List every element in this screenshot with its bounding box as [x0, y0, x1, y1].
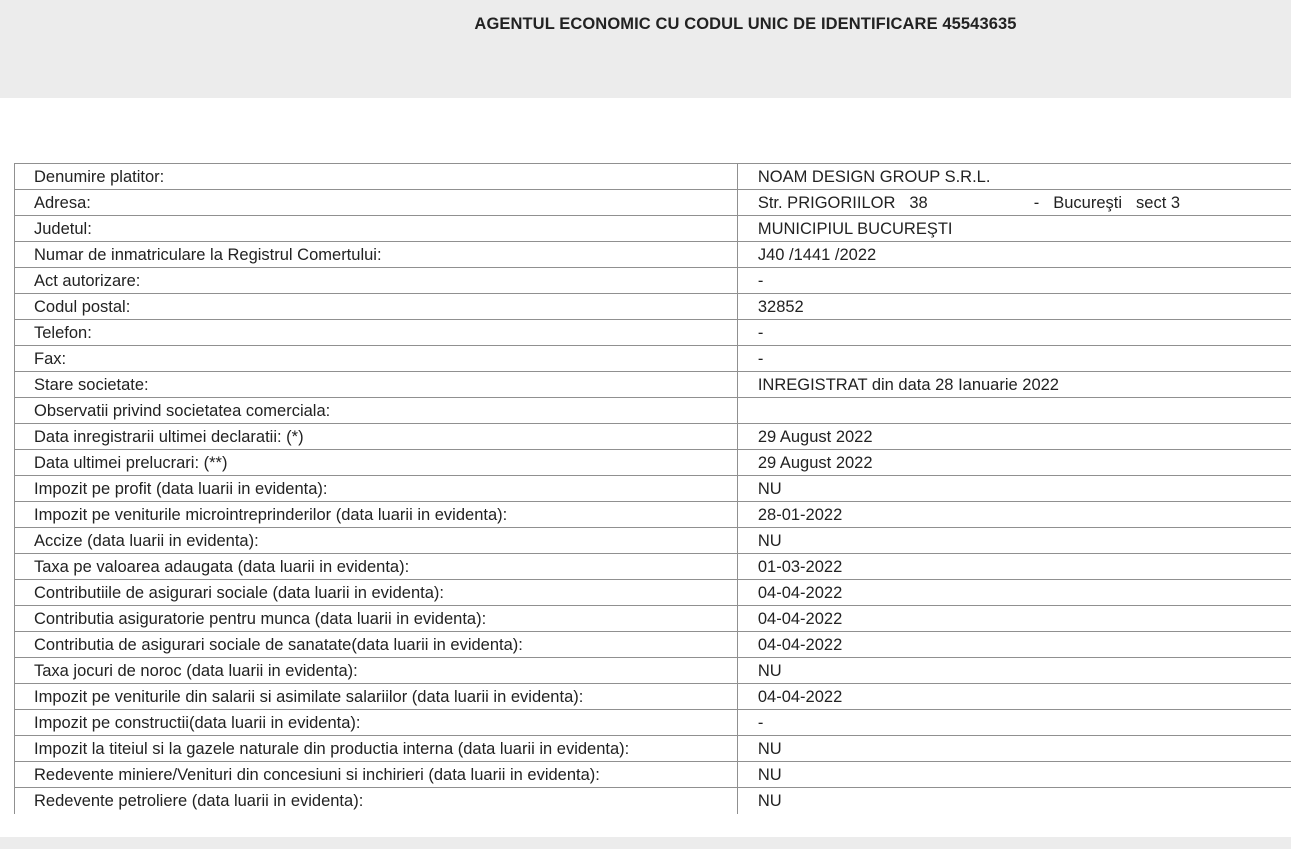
table-row — [15, 372, 1291, 398]
table-row — [15, 424, 1291, 450]
row-label: Fax: — [15, 346, 738, 372]
address-street: Str. PRIGORIILOR — [757, 193, 896, 212]
table-row — [15, 346, 1291, 372]
page-title: AGENTUL ECONOMIC CU CODUL UNIC DE IDENTIFICARE 45543635 — [474, 15, 1017, 33]
row-label: Telefon: — [15, 320, 738, 346]
row-value: 04-04-2022 — [737, 606, 1291, 632]
row-value: INREGISTRAT din data 28 Ianuarie 2022 — [737, 372, 1291, 398]
row-label: Redevente petroliere (data luarii in evidenta): — [15, 788, 738, 814]
row-label: Accize (data luarii in evidenta): — [15, 528, 738, 554]
row-label: Judetul: — [15, 216, 738, 242]
table-row — [15, 190, 1291, 216]
row-label: Data inregistrarii ultimei declaratii: (*) — [15, 424, 738, 450]
company-info-table — [14, 163, 1291, 814]
table-row — [15, 762, 1291, 788]
header-banner — [0, 0, 1291, 98]
row-label: Impozit pe veniturile microintreprinderilor (data luarii in evidenta): — [15, 502, 738, 528]
table-row — [15, 606, 1291, 632]
table-row — [15, 216, 1291, 242]
row-label: Act autorizare: — [15, 268, 738, 294]
row-label: Adresa: — [15, 190, 738, 216]
row-label: Stare societate: — [15, 372, 738, 398]
row-value: NU — [737, 736, 1291, 762]
row-label: Taxa jocuri de noroc (data luarii in evidenta): — [15, 658, 738, 684]
table-row — [15, 554, 1291, 580]
row-value: - — [737, 268, 1291, 294]
table-row — [15, 736, 1291, 762]
row-value: NU — [737, 658, 1291, 684]
row-value: 29 August 2022 — [737, 424, 1291, 450]
table-row — [15, 320, 1291, 346]
table-row — [15, 294, 1291, 320]
row-label: Data ultimei prelucrari: (**) — [15, 450, 738, 476]
row-label: Impozit pe constructii(data luarii in evidenta): — [15, 710, 738, 736]
row-value — [737, 398, 1291, 424]
row-label: Redevente miniere/Venituri din concesiuni si inchirieri (data luarii in evidenta): — [15, 762, 738, 788]
row-value: 04-04-2022 — [737, 580, 1291, 606]
row-value: NU — [737, 476, 1291, 502]
row-value: NU — [737, 528, 1291, 554]
row-value: 28-01-2022 — [737, 502, 1291, 528]
row-label: Impozit pe profit (data luarii in evidenta): — [15, 476, 738, 502]
table-row — [15, 242, 1291, 268]
row-label: Codul postal: — [15, 294, 738, 320]
table-row — [15, 684, 1291, 710]
row-label: Impozit la titeiul si la gazele naturale din productia interna (data luarii in evidenta): — [15, 736, 738, 762]
table-row — [15, 450, 1291, 476]
address-sector: sect 3 — [1136, 193, 1181, 212]
row-value: MUNICIPIUL BUCUREŞTI — [737, 216, 1291, 242]
address-dash: - — [1033, 193, 1040, 212]
row-label: Contributiile de asigurari sociale (data luarii in evidenta): — [15, 580, 738, 606]
row-value: NU — [737, 788, 1291, 814]
row-value: 04-04-2022 — [737, 684, 1291, 710]
row-value: J40 /1441 /2022 — [737, 242, 1291, 268]
table-row — [15, 398, 1291, 424]
row-value: 32852 — [737, 294, 1291, 320]
row-value: 04-04-2022 — [737, 632, 1291, 658]
row-label: Numar de inmatriculare la Registrul Comertului: — [15, 242, 738, 268]
row-label: Taxa pe valoarea adaugata (data luarii in evidenta): — [15, 554, 738, 580]
address-value — [737, 190, 1291, 216]
row-value: NOAM DESIGN GROUP S.R.L. — [737, 164, 1291, 190]
footer-strip — [0, 837, 1291, 849]
row-label: Contributia de asigurari sociale de sanatate(data luarii in evidenta): — [15, 632, 738, 658]
table-row — [15, 788, 1291, 814]
table-row — [15, 268, 1291, 294]
row-value: 01-03-2022 — [737, 554, 1291, 580]
table-row — [15, 502, 1291, 528]
row-value: - — [737, 710, 1291, 736]
table-row — [15, 632, 1291, 658]
table-row — [15, 710, 1291, 736]
row-label: Observatii privind societatea comerciala: — [15, 398, 738, 424]
row-value: NU — [737, 762, 1291, 788]
row-label: Denumire platitor: — [15, 164, 738, 190]
address-city: Bucureşti — [1053, 193, 1123, 212]
table-row — [15, 580, 1291, 606]
row-value: - — [737, 346, 1291, 372]
row-label: Impozit pe veniturile din salarii si asimilate salariilor (data luarii in evidenta): — [15, 684, 738, 710]
table-row — [15, 164, 1291, 190]
table-row — [15, 528, 1291, 554]
row-value: 29 August 2022 — [737, 450, 1291, 476]
table-row — [15, 658, 1291, 684]
address-number: 38 — [909, 193, 928, 212]
row-label: Contributia asiguratorie pentru munca (data luarii in evidenta): — [15, 606, 738, 632]
table-row — [15, 476, 1291, 502]
row-value: - — [737, 320, 1291, 346]
